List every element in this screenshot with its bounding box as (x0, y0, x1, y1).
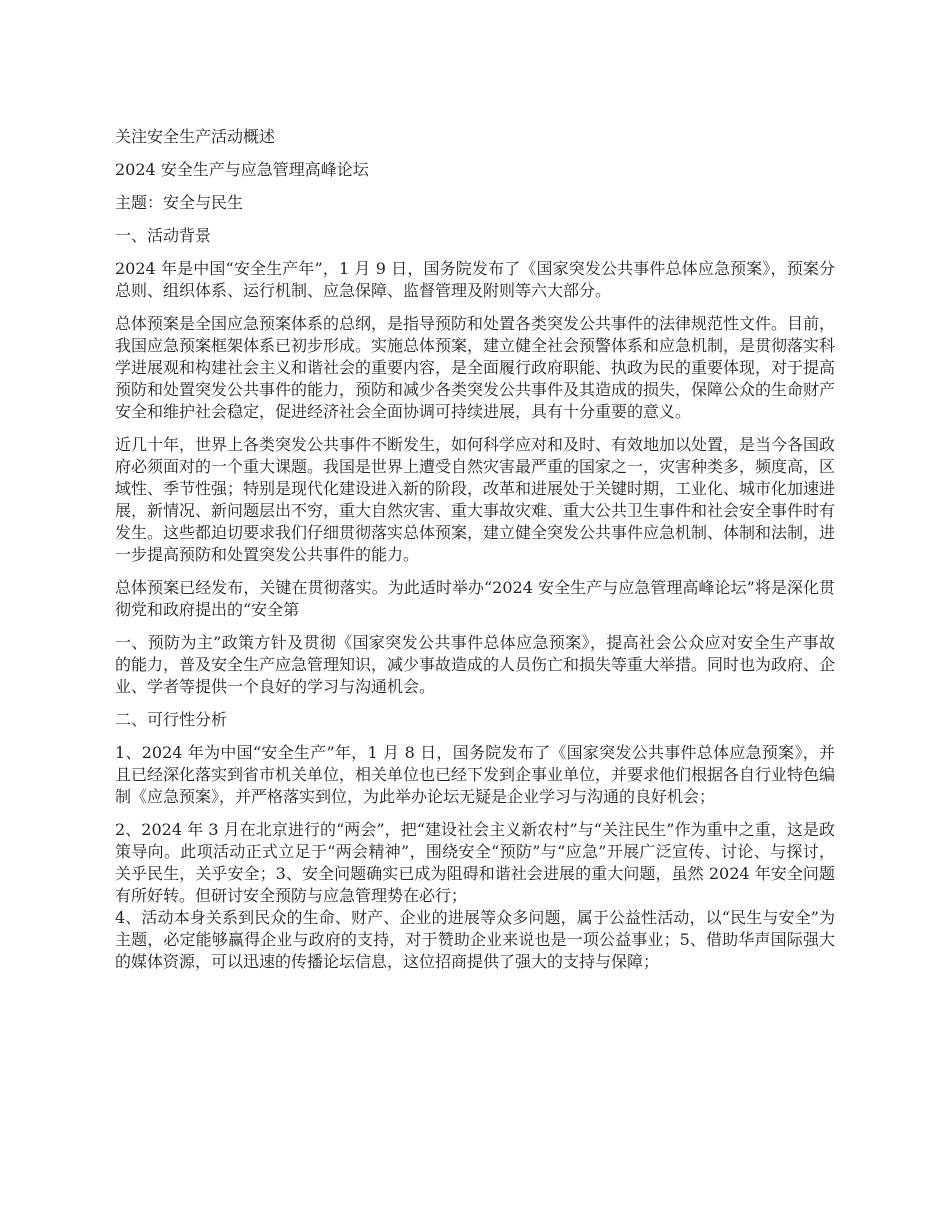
paragraph-2: 总体预案是全国应急预案体系的总纲，是指导预防和处置各类突发公共事件的法律规范性文件。目前，我国应急预案框架体系已初步形成。实施总体预案，建立健全社会预警体系和应急机制，是贯彻落实科学进展观和构建社会主义和谐社会的重要内容，是全面履行政府职能、执政为民的重要体现，对于提高预防和处置突发公共事件的能力，预防和减少各类突发公共事件及其造成的损失，保障公众的生命财产安全和维护社会稳定，促进经济社会全面协调可持续进展，具有十分重要的意义。 (115, 314, 836, 421)
forum-theme: 主题：安全与民生 (115, 193, 244, 212)
paragraph-1: 2024 年是中国“安全生产年”，1 月 9 日，国务院发布了《国家突发公共事件总体应急预案》，预案分总则、组织体系、运行机制、应急保障、监督管理及附则等六大部分。 (115, 259, 835, 300)
section-heading-feasibility: 二、可行性分析 (115, 710, 228, 729)
forum-name: 2024 安全生产与应急管理高峰论坛 (115, 160, 369, 179)
paragraph-5: 一、预防为主”政策方针及贯彻《国家突发公共事件总体应急预案》，提高社会公众应对安全生产事故的能力，普及安全生产应急管理知识，减少事故造成的人员伤亡和损失等重大举措。同时也为政府、企业、学者等提供一个良好的学习与沟通机会。 (115, 633, 836, 696)
paragraph-3: 近几十年，世界上各类突发公共事件不断发生，如何科学应对和及时、有效地加以处置，是当今各国政府必须面对的一个重大课题。我国是世界上遭受自然灾害最严重的国家之一，灾害种类多，频度高，区域性、季节性强；特别是现代化建设进入新的阶段，改革和进展处于关键时期，工业化、城市化加速进展，新情况、新问题层出不穷，重大自然灾害、重大事故灾难、重大公共卫生事件和社会安全事件时有发生。这些都迫切要求我们仔细贯彻落实总体预案，建立健全突发公共事件应急机制、体制和法制，进一步提高预防和处置突发公共事件的能力。 (115, 435, 836, 564)
document-title: 关注安全生产活动概述 (115, 127, 276, 146)
paragraph-4: 总体预案已经发布，关键在贯彻落实。为此适时举办“2024 安全生产与应急管理高峰论坛”将是深化贯彻党和政府提出的“安全第 (115, 578, 835, 619)
document-body (115, 126, 835, 973)
paragraph-8: 4、活动本身关系到民众的生命、财产、企业的进展等众多问题，属于公益性活动，以“民生与安全”为主题，必定能够赢得企业与政府的支持，对于赞助企业来说也是一项公益事业；5、借助华声国际强大的媒体资源，可以迅速的传播论坛信息，这位招商提供了强大的支持与保障； (115, 908, 835, 971)
section-heading-background: 一、活动背景 (115, 226, 212, 245)
paragraph-7: 2、2024 年 3 月在北京进行的“两会”，把“建设社会主义新农村”与“关注民生”作为重中之重，这是政策导向。此项活动正式立足于“两会精神”，围绕安全“预防”与“应急”开展广泛宣传、讨论、与探讨，关乎民生，关乎安全；3、安全问题确实已成为阻碍和谐社会进展的重大问题，虽然 2024 年安全问题有所好转。但研讨安全预防与应急管理势在必行； (115, 820, 835, 905)
paragraph-6: 1、2024 年为中国“安全生产”年，1 月 8 日，国务院发布了《国家突发公共事件总体应急预案》，并且已经深化落实到省市机关单位，相关单位也已经下发到企事业单位，并要求他们根据各自行业特色编制《应急预案》，并严格落实到位，为此举办论坛无疑是企业学习与沟通的良好机会； (115, 743, 836, 806)
